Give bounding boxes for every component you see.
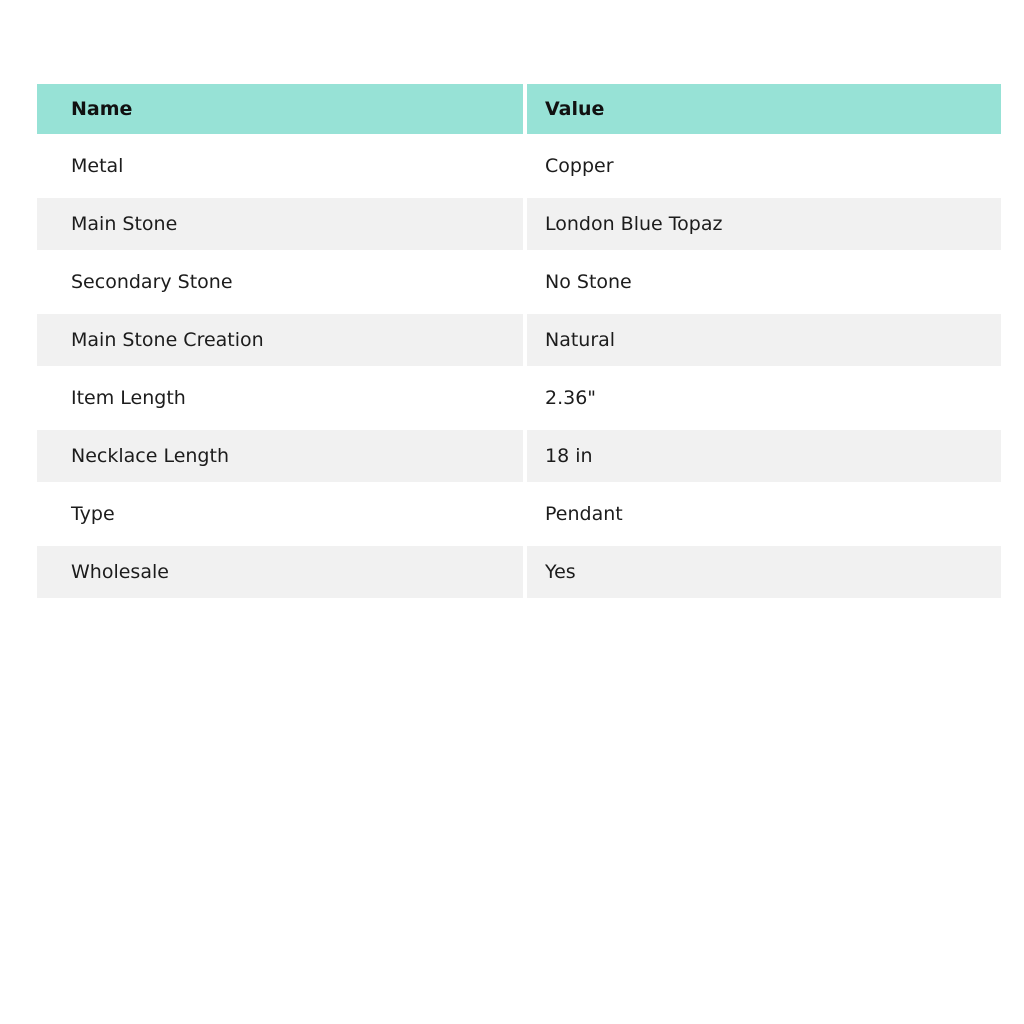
row-name-cell: Necklace Length [37,430,523,482]
row-name-cell: Secondary Stone [37,256,523,308]
product-specs-table [37,84,1001,598]
row-value-cell: Pendant [527,488,1001,540]
table-header-row [37,84,1001,134]
table-row [37,140,1001,192]
row-name-cell: Metal [37,140,523,192]
table-body [37,140,1001,598]
column-header-name: Name [37,84,523,134]
row-name-cell: Type [37,488,523,540]
row-value-cell: London Blue Topaz [527,198,1001,250]
table-row [37,198,1001,250]
row-value-cell: 2.36" [527,372,1001,424]
table-row [37,430,1001,482]
table-row [37,372,1001,424]
row-name-cell: Wholesale [37,546,523,598]
row-value-cell: Copper [527,140,1001,192]
row-name-cell: Main Stone Creation [37,314,523,366]
row-value-cell: Natural [527,314,1001,366]
row-value-cell: 18 in [527,430,1001,482]
table-row [37,546,1001,598]
table-row [37,256,1001,308]
row-value-cell: No Stone [527,256,1001,308]
row-value-cell: Yes [527,546,1001,598]
row-name-cell: Item Length [37,372,523,424]
table-row [37,314,1001,366]
row-name-cell: Main Stone [37,198,523,250]
column-header-value: Value [527,84,1001,134]
table-row [37,488,1001,540]
